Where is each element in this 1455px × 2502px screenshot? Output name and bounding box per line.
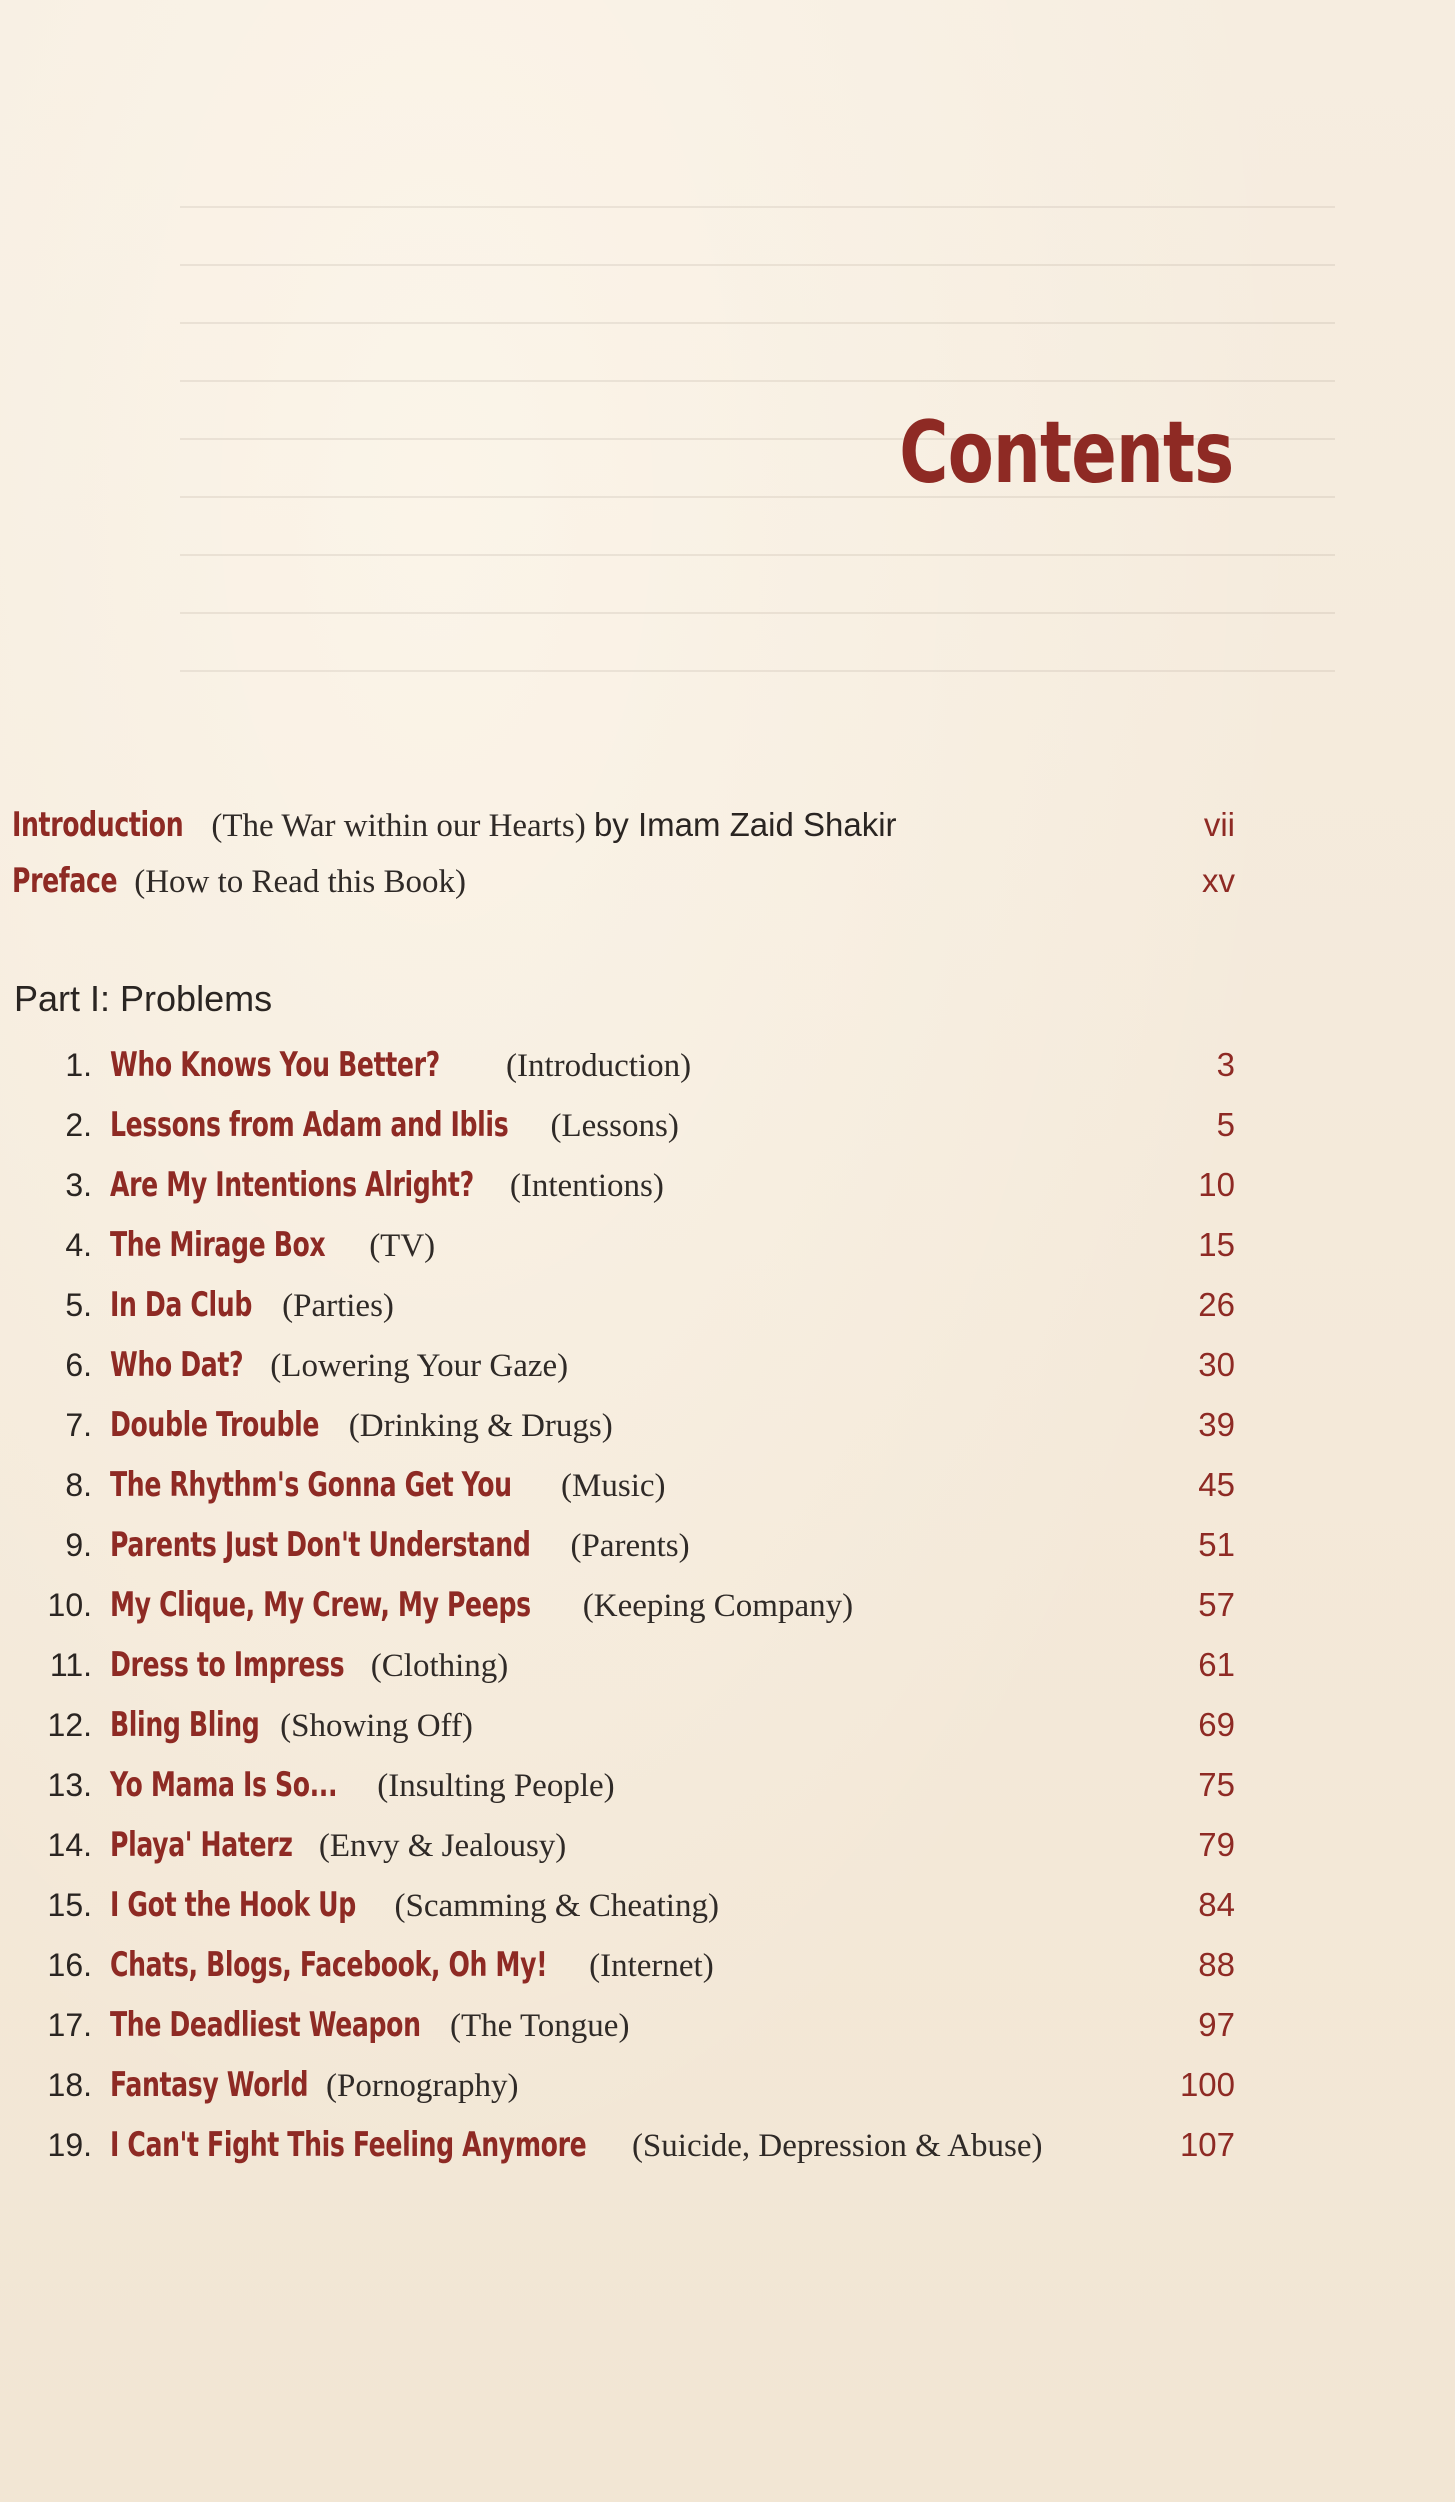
front-item-preface[interactable]: [12, 856, 1235, 906]
chapter-number: 12.: [47, 1707, 92, 1743]
chapter-topic: (Internet): [580, 1948, 714, 1984]
chapter-topic: (Parties): [273, 1288, 394, 1324]
chapter-row[interactable]: [30, 1400, 1235, 1450]
chapter-number: 14.: [47, 1827, 92, 1863]
chapter-page: 61: [1198, 1646, 1235, 1683]
front-item-desc: (The War within our Hearts): [211, 808, 594, 844]
chapter-title: Parents Just Don't Understand: [110, 1525, 531, 1565]
chapter-number: 3.: [65, 1167, 92, 1203]
chapter-page: 15: [1198, 1226, 1235, 1263]
front-item-page: vii: [1203, 806, 1235, 843]
chapter-title: Chats, Blogs, Facebook, Oh My!: [110, 1945, 548, 1985]
chapter-row[interactable]: [30, 2060, 1235, 2110]
chapter-page: 3: [1216, 1046, 1235, 1083]
chapter-row[interactable]: [30, 1700, 1235, 1750]
contents-title: Contents: [898, 403, 1233, 503]
chapter-title: Fantasy World: [110, 2065, 309, 2105]
chapter-number: 8.: [65, 1467, 92, 1503]
chapter-page: 97: [1198, 2006, 1235, 2043]
chapter-topic: (Drinking & Drugs): [340, 1408, 613, 1444]
chapter-number: 19.: [47, 2127, 92, 2163]
part-heading: Part I: Problems: [14, 978, 273, 1019]
chapter-topic: (Intentions): [501, 1168, 664, 1204]
chapter-row[interactable]: [30, 2120, 1235, 2170]
chapter-title: Bling Bling: [110, 1705, 260, 1745]
chapter-number: 9.: [65, 1527, 92, 1563]
chapter-title: The Mirage Box: [110, 1225, 326, 1265]
chapter-number: 5.: [65, 1287, 92, 1323]
chapter-title: Who Dat?: [110, 1345, 244, 1385]
chapter-row[interactable]: [30, 1280, 1235, 1330]
chapter-row[interactable]: [30, 1340, 1235, 1390]
chapter-page: 88: [1198, 1946, 1235, 1983]
chapter-topic: (Insulting People): [369, 1768, 615, 1804]
front-item-keyword: Introduction: [12, 805, 184, 845]
chapter-row[interactable]: [30, 1640, 1235, 1690]
chapter-page: 107: [1179, 2126, 1235, 2163]
chapter-topic: (Scamming & Cheating): [386, 1888, 719, 1924]
chapter-page: 51: [1198, 1526, 1235, 1563]
chapter-title: My Clique, My Crew, My Peeps: [110, 1585, 531, 1625]
chapter-row[interactable]: [30, 1040, 1235, 1090]
chapter-number: 7.: [65, 1407, 92, 1443]
chapter-row[interactable]: [30, 2000, 1235, 2050]
front-item-page: xv: [1202, 862, 1235, 899]
chapter-topic: (The Tongue): [441, 2008, 630, 2044]
chapter-title: The Rhythm's Gonna Get You: [110, 1465, 512, 1505]
chapter-row[interactable]: [30, 1880, 1235, 1930]
chapter-row[interactable]: [30, 1100, 1235, 1150]
chapter-topic: (Clothing): [362, 1648, 509, 1684]
chapter-title: Are My Intentions Alright?: [110, 1165, 474, 1205]
chapter-row[interactable]: [30, 1460, 1235, 1510]
chapter-topic: (Parents): [562, 1528, 690, 1564]
chapter-page: 57: [1198, 1586, 1235, 1623]
chapter-row[interactable]: [30, 1820, 1235, 1870]
chapter-number: 16.: [47, 1947, 92, 1983]
chapter-topic: (Showing Off): [271, 1708, 473, 1744]
chapter-page: 26: [1198, 1286, 1235, 1323]
chapter-row[interactable]: [30, 1220, 1235, 1270]
chapter-page: 69: [1198, 1706, 1235, 1743]
chapter-row[interactable]: [30, 1760, 1235, 1810]
chapter-row[interactable]: [30, 1520, 1235, 1570]
chapter-page: 39: [1198, 1406, 1235, 1443]
chapter-page: 10: [1198, 1166, 1235, 1203]
chapter-page: 5: [1216, 1106, 1235, 1143]
chapter-topic: (Keeping Company): [574, 1588, 854, 1624]
chapter-number: 18.: [47, 2067, 92, 2103]
front-item-keyword: Preface: [12, 861, 118, 901]
chapter-row[interactable]: [30, 1580, 1235, 1630]
chapter-number: 2.: [65, 1107, 92, 1143]
chapter-title: I Got the Hook Up: [110, 1885, 356, 1925]
chapter-page: 79: [1198, 1826, 1235, 1863]
show-through-text: [0, 150, 1455, 750]
chapter-number: 13.: [47, 1767, 92, 1803]
chapter-topic: (Pornography): [317, 2068, 519, 2104]
chapter-topic: (Lessons): [542, 1108, 679, 1144]
chapter-page: 100: [1179, 2066, 1235, 2103]
chapter-row[interactable]: [30, 1160, 1235, 1210]
front-item-introduction[interactable]: [12, 800, 1235, 850]
chapter-topic: (Lowering Your Gaze): [262, 1348, 569, 1384]
chapter-page: 45: [1198, 1466, 1235, 1503]
chapter-title: I Can't Fight This Feeling Anymore: [110, 2125, 587, 2165]
chapter-title: Dress to Impress: [110, 1645, 345, 1685]
chapter-title: Double Trouble: [110, 1405, 320, 1445]
chapter-page: 30: [1198, 1346, 1235, 1383]
chapter-topic: (Music): [552, 1468, 666, 1504]
chapter-number: 15.: [47, 1887, 92, 1923]
chapter-title: Lessons from Adam and Iblis: [110, 1105, 509, 1145]
chapter-number: 6.: [65, 1347, 92, 1383]
chapter-page: 84: [1198, 1886, 1235, 1923]
front-item-author: by Imam Zaid Shakir: [593, 806, 897, 843]
front-item-desc: (How to Read this Book): [134, 864, 467, 900]
chapter-topic: (Suicide, Depression & Abuse): [623, 2128, 1043, 2164]
chapter-row[interactable]: [30, 1940, 1235, 1990]
chapter-number: 10.: [47, 1587, 92, 1623]
chapter-title: In Da Club: [110, 1285, 252, 1325]
chapter-topic: (Envy & Jealousy): [310, 1828, 567, 1864]
chapter-title: Yo Mama Is So...: [110, 1765, 338, 1805]
chapter-number: 17.: [47, 2007, 92, 2043]
chapter-number: 1.: [65, 1047, 92, 1083]
chapter-topic: (TV): [360, 1228, 436, 1264]
chapter-title: Playa' Haterz: [110, 1825, 293, 1865]
chapter-number: 4.: [65, 1227, 92, 1263]
chapter-topic: (Introduction): [497, 1048, 692, 1084]
chapter-title: Who Knows You Better?: [110, 1045, 440, 1085]
chapter-number: 11.: [49, 1647, 92, 1683]
chapter-page: 75: [1198, 1766, 1235, 1803]
chapter-title: The Deadliest Weapon: [110, 2005, 421, 2045]
